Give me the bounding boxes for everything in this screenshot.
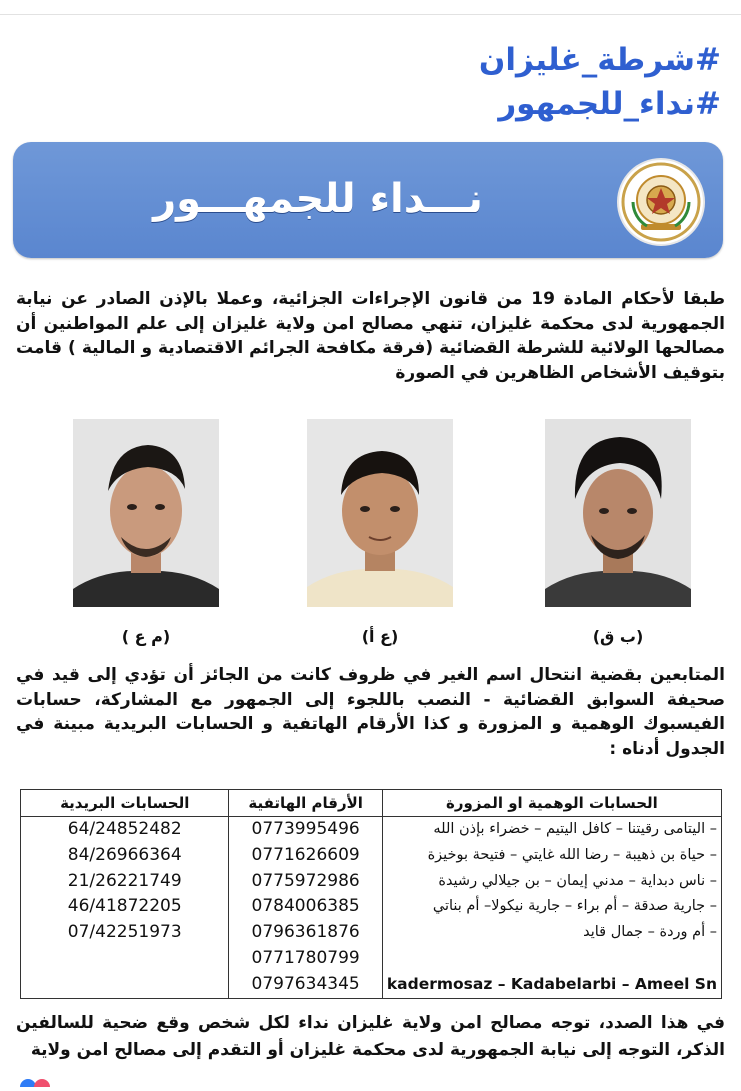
table-row	[21, 817, 722, 999]
reaction-icons	[20, 1072, 140, 1082]
phone-number: 0771780799	[251, 947, 360, 968]
suspect-photo-3	[545, 419, 691, 607]
suspect-photo-1	[73, 419, 219, 607]
fake-accounts-cell	[382, 817, 721, 999]
phone-number: 0775972986	[251, 870, 360, 891]
top-divider	[0, 14, 741, 15]
postal-account: 84/26966364	[67, 844, 182, 865]
header-phones: الأرقام الهاتفية	[229, 790, 382, 817]
suspect-photo-2	[307, 419, 453, 607]
accounts-table	[20, 789, 722, 999]
fake-account-line: – اليتامى رقيتنا – كافل اليتيم – خضراء بإذن الله	[433, 821, 717, 837]
header-fake-accounts: الحسابات الوهمية او المزورة	[382, 790, 721, 817]
title-banner	[13, 142, 723, 258]
fake-account-line: – أم وردة – جمال قايد	[583, 924, 717, 941]
hashtag-call[interactable]: #نداء_للجمهور	[498, 86, 721, 122]
phone-number: 0796361876	[251, 922, 360, 943]
police-emblem-icon	[619, 160, 703, 244]
hashtag-header	[479, 38, 721, 126]
closing-paragraph: في هذا الصدد، توجه مصالح امن ولاية غليزان نداء لكل شخص وقع ضحية للسالفين الذكر، التوجه إلى نيابة الجمهورية لدى محكمة غليزان أو التقدم إلى مصالح امن ولاية	[16, 1013, 725, 1060]
phone-number: 0797634345	[251, 973, 360, 994]
suspect-caption-2: (ع أ)	[361, 627, 399, 646]
fake-account-latin-line: kadermosaz – Kadabelarbi – Ameel Sn	[386, 974, 717, 993]
phone-number: 0773995496	[251, 819, 360, 839]
phone-number: 0784006385	[251, 896, 360, 917]
fake-account-line: – حياة بن ذهيبة – رضا الله غايتي – فتيحة بوخيزة	[427, 846, 717, 863]
header-postal: الحسابات البريدية	[21, 790, 229, 817]
suspect-caption-1: (م ع )	[121, 627, 171, 646]
phone-number: 0771626609	[251, 844, 360, 865]
postal-account: 46/41872205	[67, 896, 182, 917]
fake-account-line: – جارية صدقة – أم براء – جارية نيكولا– أم بناتي	[432, 898, 717, 915]
postal-cell	[21, 817, 229, 999]
postal-account: 64/24852482	[67, 819, 182, 839]
postal-account: 21/26221749	[67, 870, 182, 891]
fake-account-line: – ناس دبداية – مدني إيمان – بن جيلالي رشيدة	[438, 872, 717, 889]
suspect-caption-3: (ب ق)	[592, 627, 644, 646]
table-header-row	[21, 790, 722, 817]
intro-paragraph: طبقا لأحكام المادة 19 من قانون الإجراءات الجزائية، وعملا بالإذن الصادر عن نيابة الجمهورية لدى محكمة غليزان، تنهي مصالح امن ولاية غليزان إلى علم المواطنين أن مصالحها الولائية للشرطة القضائية (فرقة مكافحة الجرائم الاقتصادية و المالية ) قامت بتوقيف الأشخاص الظاهرين في الصورة	[16, 289, 725, 383]
charges-paragraph: المتابعين بقضية انتحال اسم الغير في ظروف كانت من الجائز أن تؤدي إلى قيد في صحيفة السوابق القضائية - النصب باللجوء إلى الجمهور مع المشاركة، حسابات الفيسبوك الوهمية و المزورة و كذا الأرقام الهاتفية و الحسابات البريدية مبينة في الجدول أدناه :	[16, 665, 725, 759]
banner-title: نـــداء للجمهـــور	[153, 176, 483, 222]
phones-cell	[229, 817, 382, 999]
hashtag-police[interactable]: #شرطة_غليزان	[478, 42, 721, 78]
postal-account: 07/42251973	[67, 922, 182, 943]
